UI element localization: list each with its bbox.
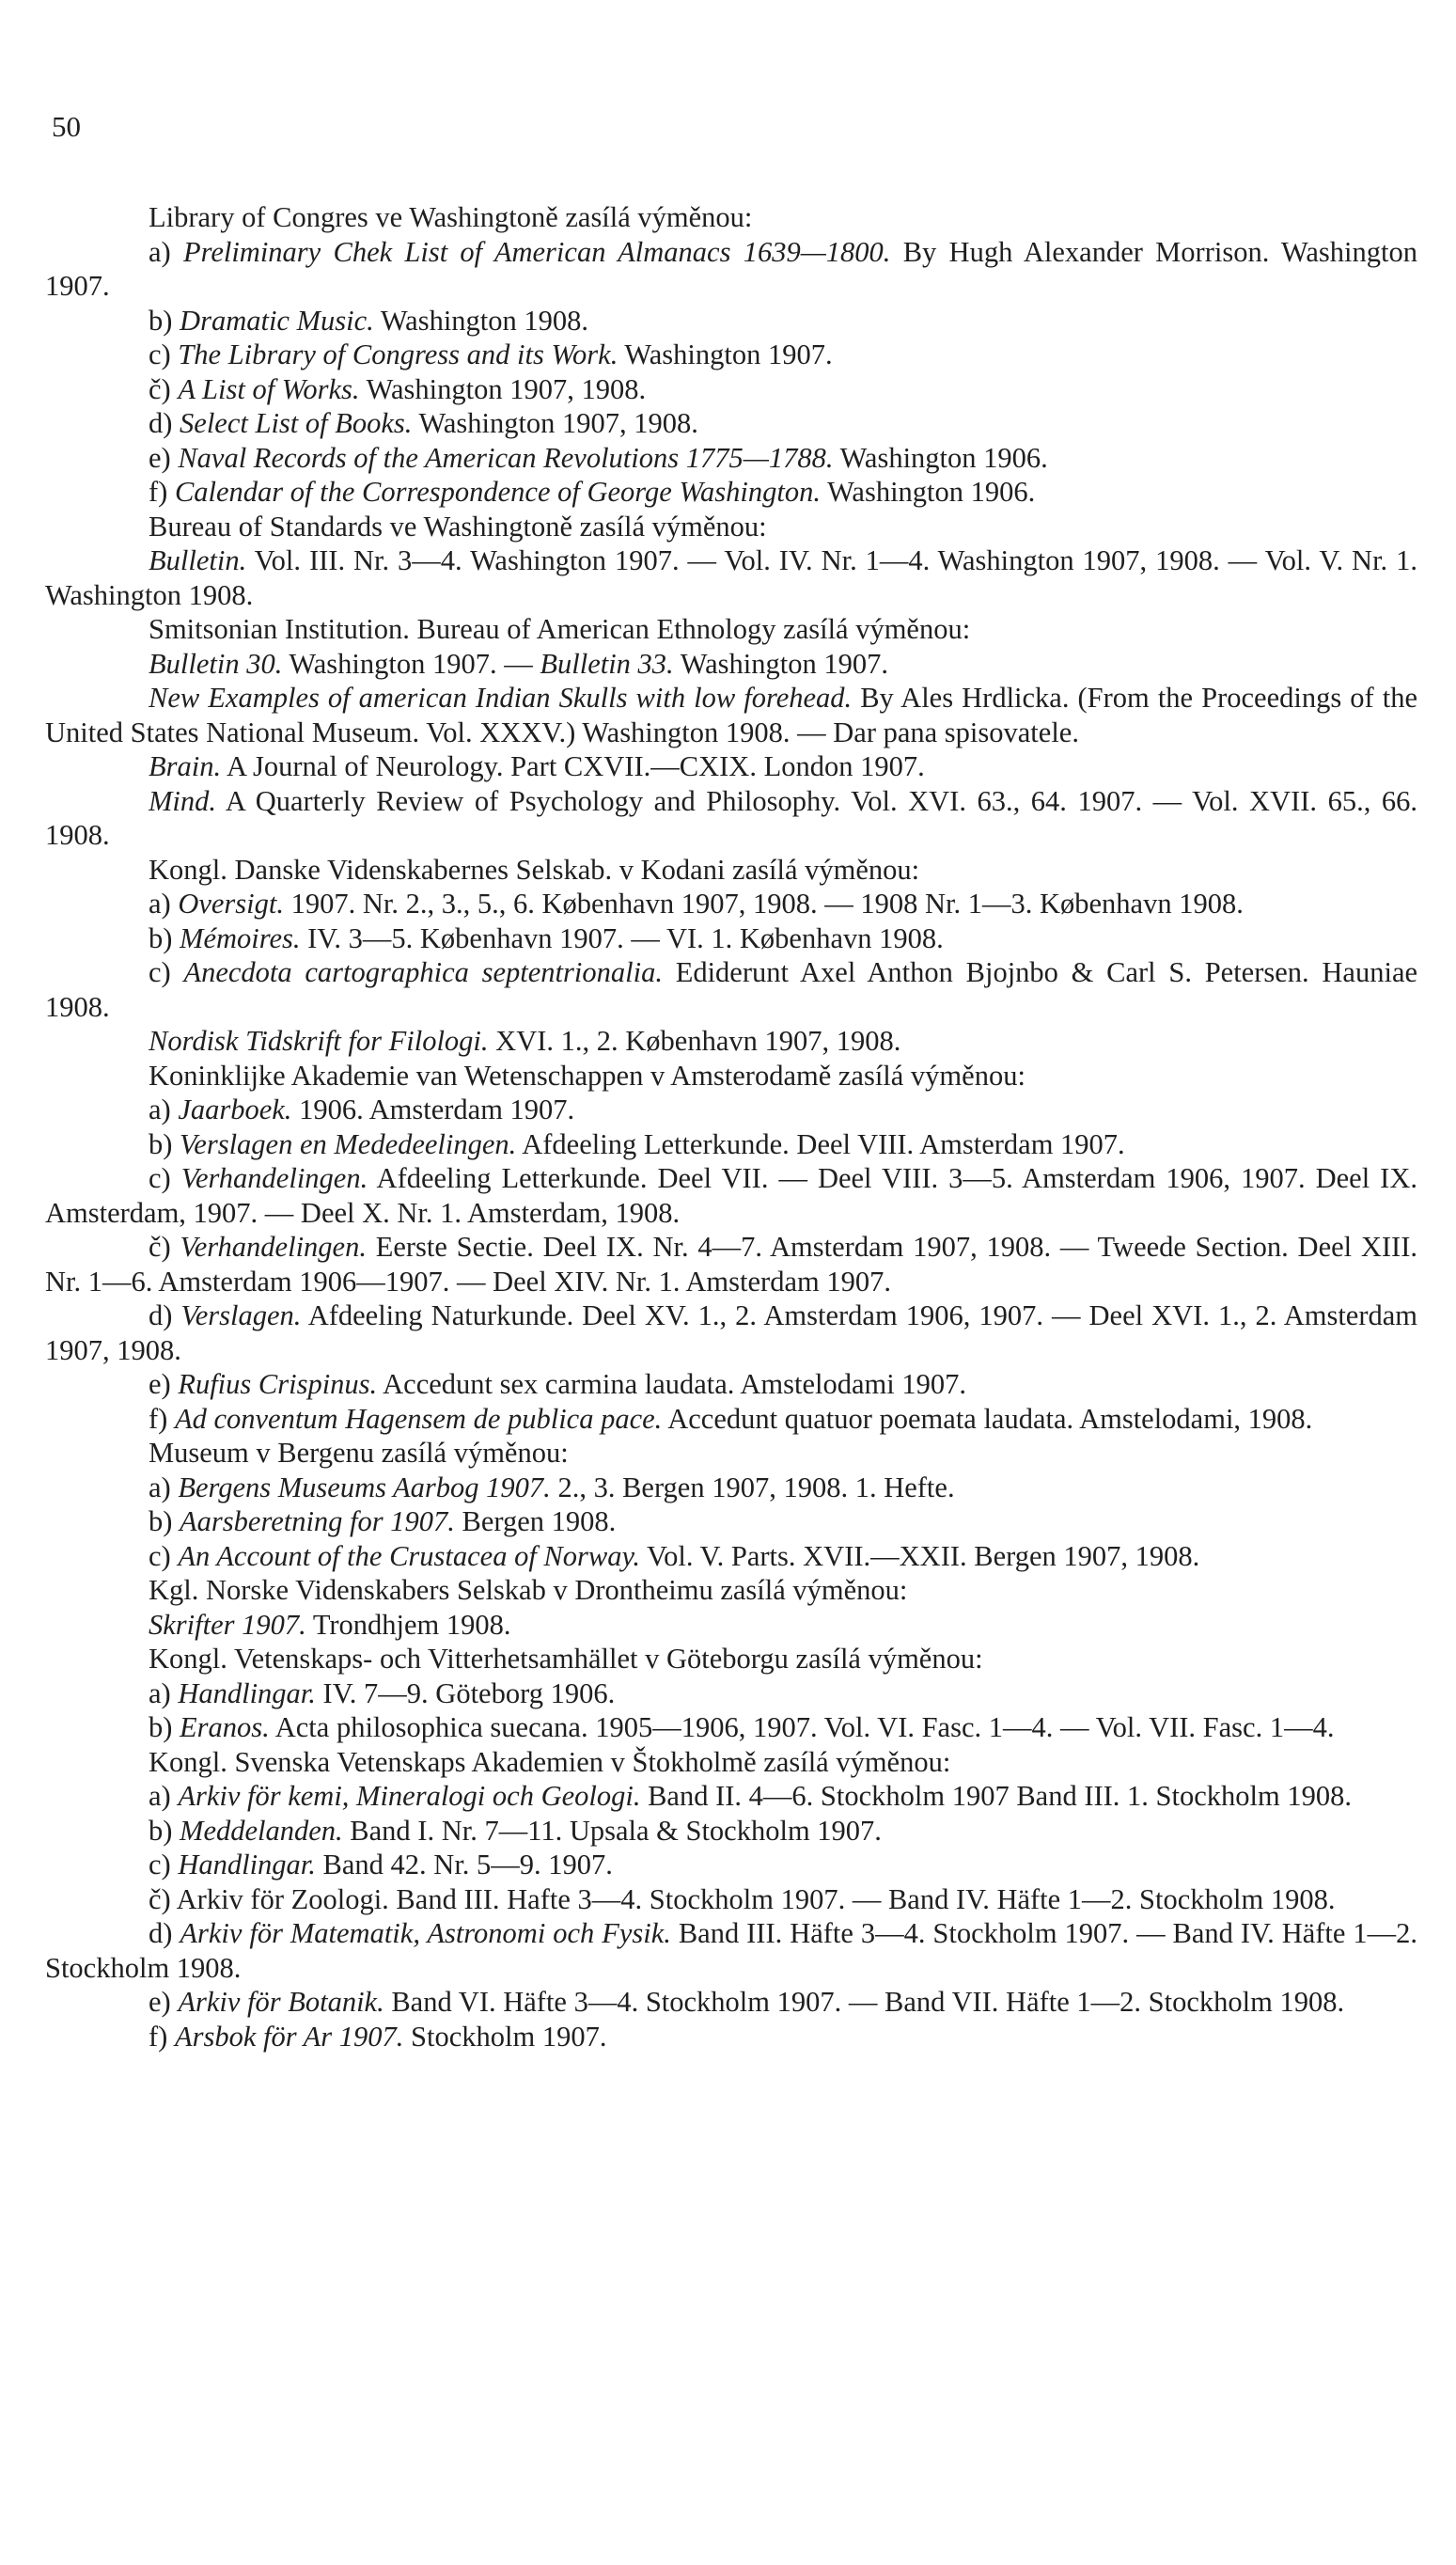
paragraph [45, 1608, 1417, 1643]
text-run: č) [149, 372, 179, 405]
text-run: e) [149, 441, 179, 474]
text-run: c) [149, 1849, 179, 1880]
title-italic: A List of Works. [178, 372, 360, 405]
paragraph [45, 1882, 1417, 1917]
text-run: Afdeeling Naturkunde. Deel XV. 1., 2. Amsterdam 1906, 1907. — Deel XVI. 1., 2. Amsterdam 1907, 1908. [45, 1299, 1417, 1366]
paragraph [45, 1848, 1417, 1882]
text-run: c) [149, 1162, 181, 1194]
text-run: Koninklijke Akademie van Wetenschappen v Amsterodamě zasílá výměnou: [149, 1059, 1025, 1092]
text-run: Band VI. Häfte 3—4. Stockholm 1907. — Band VII. Häfte 1—2. Stockholm 1908. [384, 1986, 1345, 2018]
title-italic: Arkiv för Botanik. [178, 1986, 384, 2018]
paragraph [45, 1916, 1417, 1985]
text-run: 1907. Nr. 2., 3., 5., 6. København 1907, 1908. — 1908 Nr. 1—3. København 1908. [284, 888, 1244, 920]
paragraph [45, 2020, 1417, 2054]
title-italic: Eranos. [180, 1711, 270, 1743]
title-italic: Brain. [149, 750, 222, 782]
text-run: Kongl. Svenska Vetenskaps Akademien v Štokholmě zasílá výměnou: [149, 1745, 951, 1778]
paragraph [45, 1093, 1417, 1127]
title-italic: Skrifter 1907. [149, 1608, 306, 1641]
title-italic: Bulletin 33. [540, 647, 674, 680]
title-italic: Verslagen. [180, 1299, 302, 1331]
text-run: b) [149, 304, 180, 337]
title-italic: Bulletin. [149, 544, 247, 576]
text-run: A Quarterly Review of Psychology and Philosophy. Vol. XVI. 63., 64. 1907. — Vol. XVII. 65., 66. 1908. [45, 784, 1417, 851]
paragraph [45, 887, 1417, 921]
paragraph [45, 441, 1417, 476]
paragraph [45, 543, 1417, 612]
paragraph [45, 1471, 1417, 1505]
text-run: a) [149, 888, 179, 920]
text-run: Bergen 1908. [454, 1505, 617, 1537]
text-run: a) [149, 1780, 179, 1812]
title-italic: Verslagen en Mededeelingen. [180, 1127, 517, 1160]
page-number: 50 [52, 110, 81, 143]
text-run: 1906. Amsterdam 1907. [291, 1094, 575, 1125]
text-run: Smitsonian Institution. Bureau of American Ethnology zasílá výměnou: [149, 613, 971, 645]
title-italic: Verhandelingen. [180, 1162, 368, 1194]
text-run: c) [149, 1539, 179, 1572]
text-run: Stockholm 1907. [403, 2020, 607, 2053]
text-run: Eerste Sectie. Deel IX. Nr. 4—7. Amsterdam 1907, 1908. — Tweede Section. Deel XIII. Nr. 1—6. Amsterdam 1906—1907. — Deel XIV. Nr. 1. Amsterdam 1907. [45, 1231, 1417, 1298]
text-run: c) [149, 956, 184, 988]
text-run: f) [149, 476, 175, 508]
title-italic: Verhandelingen. [180, 1231, 367, 1263]
paragraph [45, 1676, 1417, 1711]
text-run: Washington 1906. [833, 441, 1048, 474]
text-run: b) [149, 1711, 180, 1743]
title-italic: Arsbok för Ar 1907. [174, 2020, 404, 2053]
text-run: Accedunt sex carmina laudata. Amstelodami 1907. [377, 1368, 966, 1400]
text-run: Accedunt quatuor poemata laudata. Amstelodami, 1908. [662, 1402, 1313, 1435]
text-run: Band II. 4—6. Stockholm 1907 Band III. 1. Stockholm 1908. [640, 1780, 1352, 1812]
title-italic: Meddelanden. [180, 1814, 343, 1847]
text-run: č) [149, 1231, 180, 1263]
paragraph [45, 1745, 1417, 1780]
text-run: Washington 1907. [618, 338, 833, 370]
title-italic: Calendar of the Correspondence of George Washington. [174, 476, 821, 508]
paragraph [45, 853, 1417, 888]
text-run: b) [149, 1814, 180, 1847]
text-run: č) Arkiv för Zoologi. Band III. Hafte 3—4. Stockholm 1907. — Band IV. Häfte 1—2. Stockholm 1908. [149, 1882, 1336, 1915]
paragraph [45, 1230, 1417, 1298]
text-run: Vol. V. Parts. XVII.—XXII. Bergen 1907, 1908. [639, 1539, 1200, 1572]
text-run: b) [149, 921, 180, 954]
text-run: a) [149, 235, 183, 268]
text-run: Acta philosophica suecana. 1905—1906, 1907. Vol. VI. Fasc. 1—4. — Vol. VII. Fasc. 1—4. [269, 1711, 1335, 1743]
text-run: d) [149, 407, 180, 439]
text-run: f) [149, 1402, 175, 1435]
text-run: Bureau of Standards ve Washingtoně zasílá výměnou: [149, 510, 767, 543]
paragraph [45, 1504, 1417, 1539]
title-italic: Select List of Books. [180, 407, 413, 439]
title-italic: Ad conventum Hagensem de publica pace. [174, 1402, 663, 1435]
title-italic: Arkiv för Matematik, Astronomi och Fysik. [180, 1917, 671, 1949]
text-run: By Ales Hrdlicka. (From the Proceedings of the United States National Museum. Vol. XXXV.) Washington 1908. — Dar pana spisovatele. [45, 682, 1417, 748]
paragraph [45, 406, 1417, 441]
paragraph [45, 921, 1417, 956]
text-run: b) [149, 1127, 180, 1160]
paragraph [45, 612, 1417, 647]
text-run: Afdeeling Letterkunde. Deel VIII. Amsterdam 1907. [516, 1127, 1125, 1160]
text-run: Washington 1906. [821, 476, 1036, 508]
paragraph [45, 1161, 1417, 1230]
title-italic: Mémoires. [180, 921, 301, 954]
text-run: Kgl. Norske Videnskabers Selskab v Drontheimu zasílá výměnou: [149, 1574, 908, 1606]
title-italic: Aarsberetning for 1907. [180, 1505, 455, 1537]
text-run: a) [149, 1676, 179, 1709]
paragraph [45, 304, 1417, 338]
text-run: Washington 1907. [673, 647, 888, 680]
text-run: a) [149, 1471, 179, 1503]
title-italic: Handlingar. [178, 1676, 316, 1709]
text-run: Trondhjem 1908. [305, 1608, 511, 1641]
paragraph [45, 1402, 1417, 1437]
text-run: Vol. III. Nr. 3—4. Washington 1907. — Vol. IV. Nr. 1—4. Washington 1907, 1908. — Vol. V. Nr. 1. Washington 1908. [45, 544, 1417, 611]
text-run: Washington 1907, 1908. [412, 407, 698, 439]
text-run: Band 42. Nr. 5—9. 1907. [315, 1849, 613, 1880]
text-run: b) [149, 1505, 180, 1537]
paragraph [45, 1298, 1417, 1367]
text-run: Band III. Häfte 3—4. Stockholm 1907. — Band IV. Häfte 1—2. Stockholm 1908. [45, 1917, 1417, 1984]
title-italic: Dramatic Music. [180, 304, 374, 337]
paragraph [45, 1710, 1417, 1745]
paragraph [45, 338, 1417, 372]
title-italic: Oversigt. [178, 888, 284, 920]
paragraph [45, 235, 1417, 304]
paragraph [45, 1779, 1417, 1814]
text-run: Afdeeling Letterkunde. Deel VII. — Deel VIII. 3—5. Amsterdam 1906, 1907. Deel IX. Amsterdam, 1907. — Deel X. Nr. 1. Amsterdam, 1908. [45, 1162, 1417, 1229]
paragraph [45, 784, 1417, 853]
text-run: IV. 3—5. København 1907. — VI. 1. København 1908. [300, 921, 944, 954]
text-run: Washington 1908. [373, 304, 589, 337]
text-run: A Journal of Neurology. Part CXVII.—CXIX. London 1907. [221, 750, 925, 782]
paragraph [45, 1367, 1417, 1402]
paragraph [45, 1985, 1417, 2020]
text-run: Washington 1907, 1908. [359, 372, 647, 405]
text-run: Washington 1907. — [282, 647, 540, 680]
paragraph [45, 1436, 1417, 1471]
paragraph [45, 1539, 1417, 1574]
text-run: e) [149, 1986, 179, 2018]
title-italic: Jaarboek. [178, 1094, 292, 1125]
text-run: Kongl. Danske Videnskabernes Selskab. v Kodani zasílá výměnou: [149, 853, 920, 886]
title-italic: Naval Records of the American Revolutions 1775—1788. [178, 441, 834, 474]
paragraph [45, 200, 1417, 235]
text-run: IV. 7—9. Göteborg 1906. [315, 1676, 616, 1709]
title-italic: Anecdota cartographica septentrionalia. [183, 956, 663, 988]
text-run: d) [149, 1299, 181, 1331]
paragraph [45, 1814, 1417, 1849]
text-run: f) [149, 2020, 175, 2053]
text-run: Band I. Nr. 7—11. Upsala & Stockholm 1907. [342, 1814, 882, 1847]
text-run: Kongl. Vetenskaps- och Vitterhetsamhället v Göteborgu zasílá výměnou: [149, 1643, 983, 1675]
text-run: Library of Congres ve Washingtoně zasílá výměnou: [149, 201, 753, 233]
paragraph [45, 647, 1417, 682]
title-italic: Bergens Museums Aarbog 1907. [178, 1471, 551, 1503]
text-run: By Hugh Alexander Morrison. Washington 1907. [45, 235, 1417, 302]
paragraph [45, 1642, 1417, 1676]
title-italic: Nordisk Tidskrift for Filologi. [149, 1025, 489, 1057]
title-italic: The Library of Congress and its Work. [178, 338, 618, 370]
paragraph [45, 681, 1417, 749]
paragraph [45, 372, 1417, 407]
title-italic: Bulletin 30. [149, 647, 283, 680]
text-run: Ediderunt Axel Anthon Bjojnbo & Carl S. Petersen. Hauniae 1908. [45, 956, 1418, 1023]
title-italic: An Account of the Crustacea of Norway. [178, 1539, 640, 1572]
paragraph [45, 1127, 1417, 1162]
title-italic: Mind. [149, 784, 217, 817]
title-italic: Arkiv för kemi, Mineralogi och Geologi. [178, 1780, 641, 1812]
title-italic: New Examples of american Indian Skulls with low forehead. [149, 682, 853, 714]
text-run: Museum v Bergenu zasílá výměnou: [149, 1437, 569, 1469]
document-body [45, 200, 1417, 2054]
text-run: XVI. 1., 2. København 1907, 1908. [488, 1025, 901, 1057]
paragraph [45, 475, 1417, 510]
text-run: c) [149, 338, 179, 370]
title-italic: Handlingar. [178, 1849, 316, 1880]
paragraph [45, 955, 1417, 1024]
text-run: e) [149, 1368, 179, 1400]
paragraph [45, 510, 1417, 544]
paragraph [45, 1059, 1417, 1094]
paragraph [45, 1024, 1417, 1059]
text-run: a) [149, 1094, 179, 1125]
paragraph [45, 1573, 1417, 1608]
paragraph [45, 749, 1417, 784]
text-run: d) [149, 1917, 180, 1949]
title-italic: Preliminary Chek List of American Almanacs 1639—1800. [182, 235, 891, 268]
text-run: 2., 3. Bergen 1907, 1908. 1. Hefte. [550, 1471, 955, 1503]
title-italic: Rufius Crispinus. [178, 1368, 378, 1400]
